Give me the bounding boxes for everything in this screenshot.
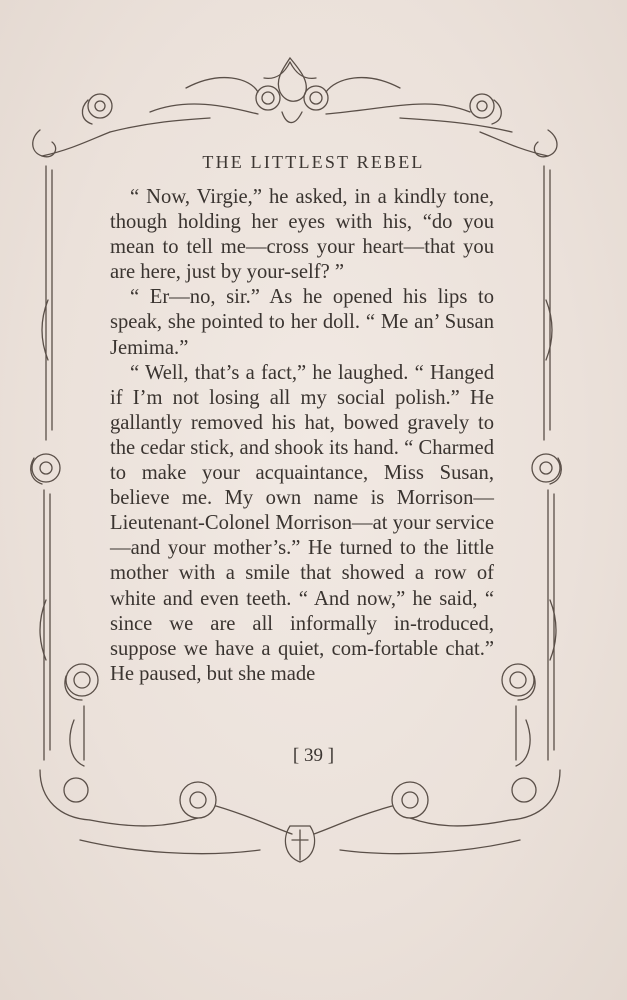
paragraph: “ Er—no, sir.” As he opened his lips to speak, she pointed to her doll. “ Me an’ Susan Jemima.”: [110, 286, 494, 359]
paragraph: “ Well, that’s a fact,” he laughed. “ Hanged if I’m not losing all my social polish.” He gallantly removed his hat, bowed gravely to the cedar stick, and shook its hand. “ Charmed to make your acquaintance, Miss Susan, believe me. My own name is Morrison—Lieutenant-Colonel Morrison—at your service—and your mother’s.” He turned to the little mother with a smile that showed a row of white and even teeth. “ And now,” he said, “ since we are all informally in-troduced, suppose we have a quiet, com-fortable chat.” He paused, but she made: [110, 361, 494, 685]
top-crest-ornament: [110, 58, 512, 132]
bottom-border-ornament: [40, 770, 560, 862]
top-left-corner-ornament: [33, 94, 112, 440]
running-header: THE LITTLEST REBEL: [202, 152, 425, 172]
left-middle-flower-ornament: [31, 454, 60, 760]
body-text: [110, 185, 494, 687]
right-middle-flower-ornament: [532, 454, 561, 760]
paragraph: “ Now, Virgie,” he asked, in a kindly tone, though holding her eyes with his, “do you mean to tell me—cross your heart—that you are here, just by your-self? ”: [110, 186, 494, 284]
page-number: [ 39 ]: [292, 745, 335, 766]
